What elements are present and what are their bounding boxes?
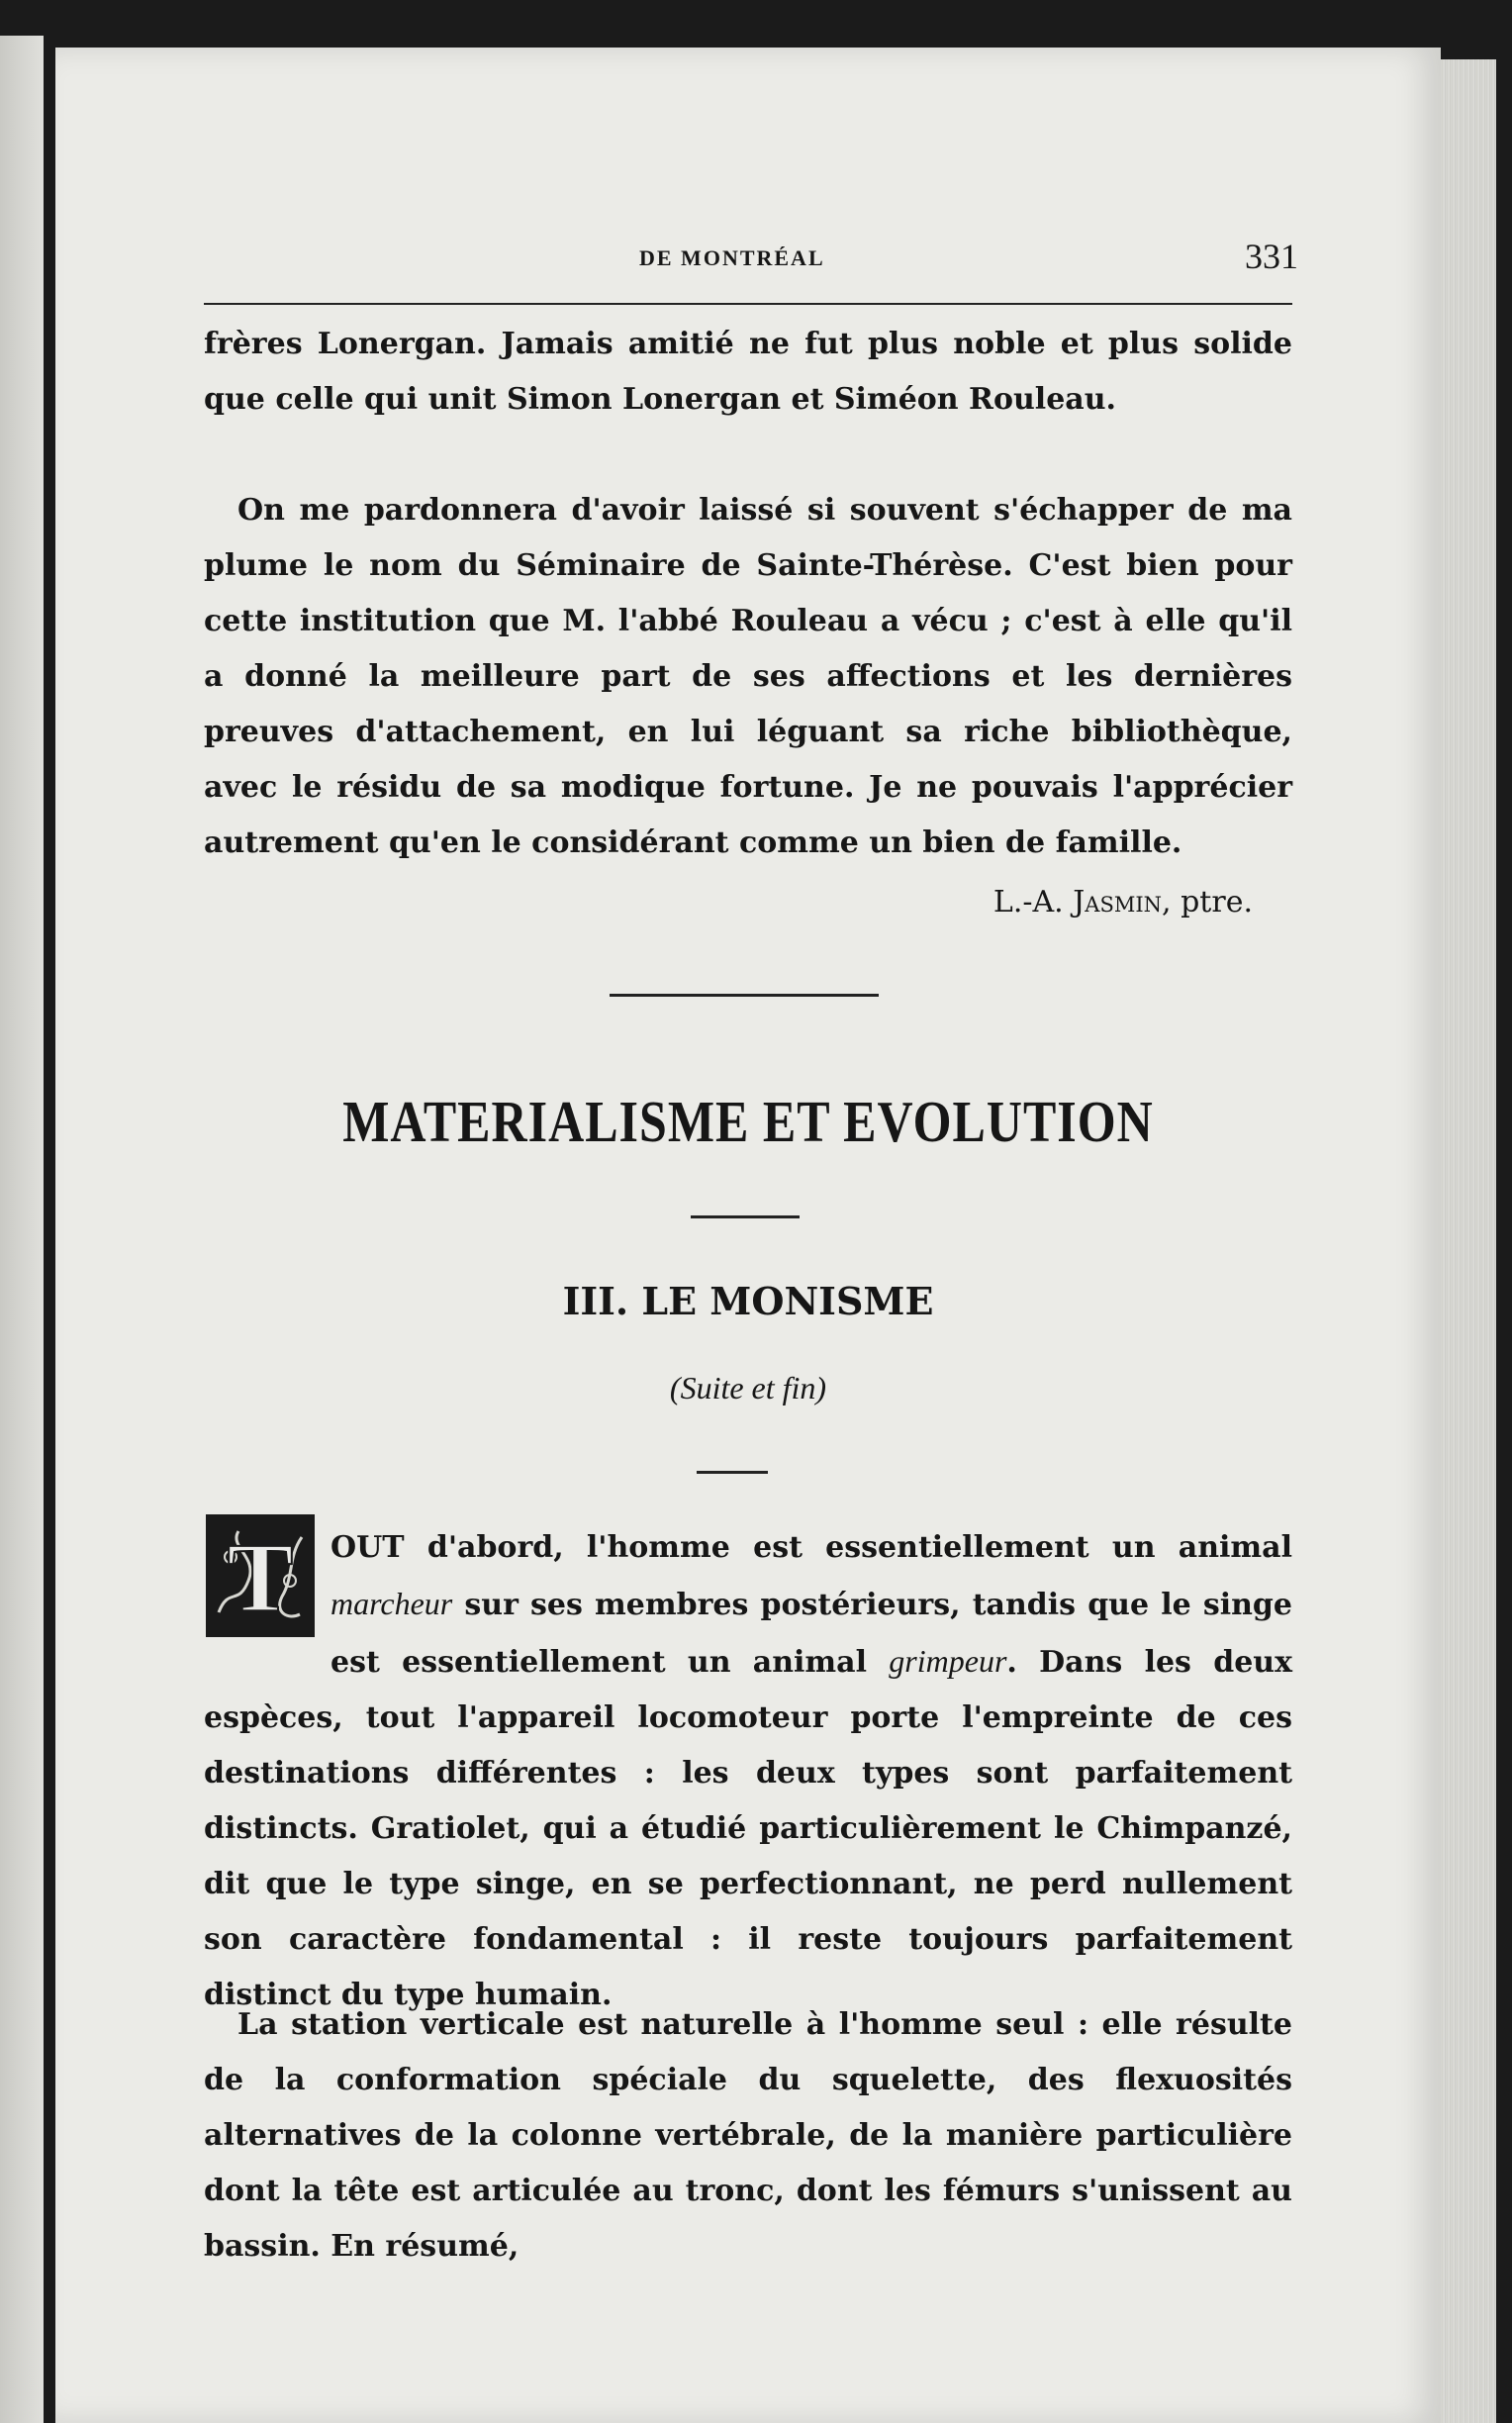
p3-italic-marcheur: marcheur (331, 1586, 453, 1621)
article-subtitle: (Suite et fin) (669, 1370, 827, 1405)
p3-text-1: OUT d'abord, l'homme est essentiellement un animal (331, 1530, 1292, 1565)
title-rule (691, 1215, 800, 1218)
paragraph-continued: frères Lonergan. Jamais amitié ne fut plus noble et plus solide que celle qui unit Simon Lonergan et Siméon Rouleau. (204, 327, 1292, 417)
signature-initials: L.-A. (992, 885, 1064, 920)
header-rule (204, 303, 1292, 305)
page-number: 331 (1245, 237, 1298, 276)
paragraph-seminaire: On me pardonnera d'avoir laissé si souvent s'échapper de ma plume le nom du Séminaire de Sainte-Thérèse. C'est bien pour cette institution que M. l'abbé Rouleau a vécu ; c'est à elle qu'il a donné la meilleure part de ses affections et les dernières preuves d'attachement, en lui léguant sa riche bibliothèque, avec le résidu de sa modique fortune. Je ne pouvais l'apprécier autrement qu'en le considérant comme un bien de famille. (204, 493, 1292, 860)
running-header (204, 234, 1298, 293)
previous-page-edge (0, 36, 44, 2423)
p3-text-3: . Dans les deux espèces, tout l'appareil locomoteur porte l'empreinte de ces destinations différentes : les deux types sont parfaitement distincts. Gratiolet, qui a étudié particulièrement le Chimpanzé, dit que le type singe, en se perfectionnant, ne perd nullement son caractère fondamental : il reste toujours parfaitement distinct du type humain. (204, 1645, 1292, 2012)
section-title: III. LE MONISME (562, 1279, 934, 1323)
dropcap-letter: T (227, 1522, 294, 1632)
signature-suffix: , ptre. (1162, 885, 1253, 920)
running-title: DE MONTRÉAL (639, 245, 825, 270)
paragraph-first (204, 1520, 1292, 2023)
subtitle-rule (697, 1471, 768, 1474)
author-signature (993, 885, 1253, 920)
book-page (55, 48, 1441, 2423)
section-separator (610, 994, 879, 997)
p3-italic-grimpeur: grimpeur (889, 1643, 1007, 1679)
ornamental-dropcap (206, 1514, 315, 1637)
signature-name: Jasmin (1073, 885, 1163, 920)
p3-text-2: sur ses membres postérieurs, tandis que le singe est essentiellement un animal (331, 1588, 1292, 1680)
dropcap-ornament-icon (209, 1517, 312, 1634)
paragraph-station-verticale: La station verticale est naturelle à l'homme seul : elle résulte de la conformation spéciale du squelette, des flexuosités alternatives de la colonne vertébrale, de la manière particulière dont la tête est articulée au tronc, dont les fémurs s'unissent au bassin. En résumé, (204, 2007, 1292, 2264)
book-page-edges (1441, 59, 1496, 2423)
article-title: MATERIALISME ET EVOLUTION (342, 1088, 1154, 1155)
